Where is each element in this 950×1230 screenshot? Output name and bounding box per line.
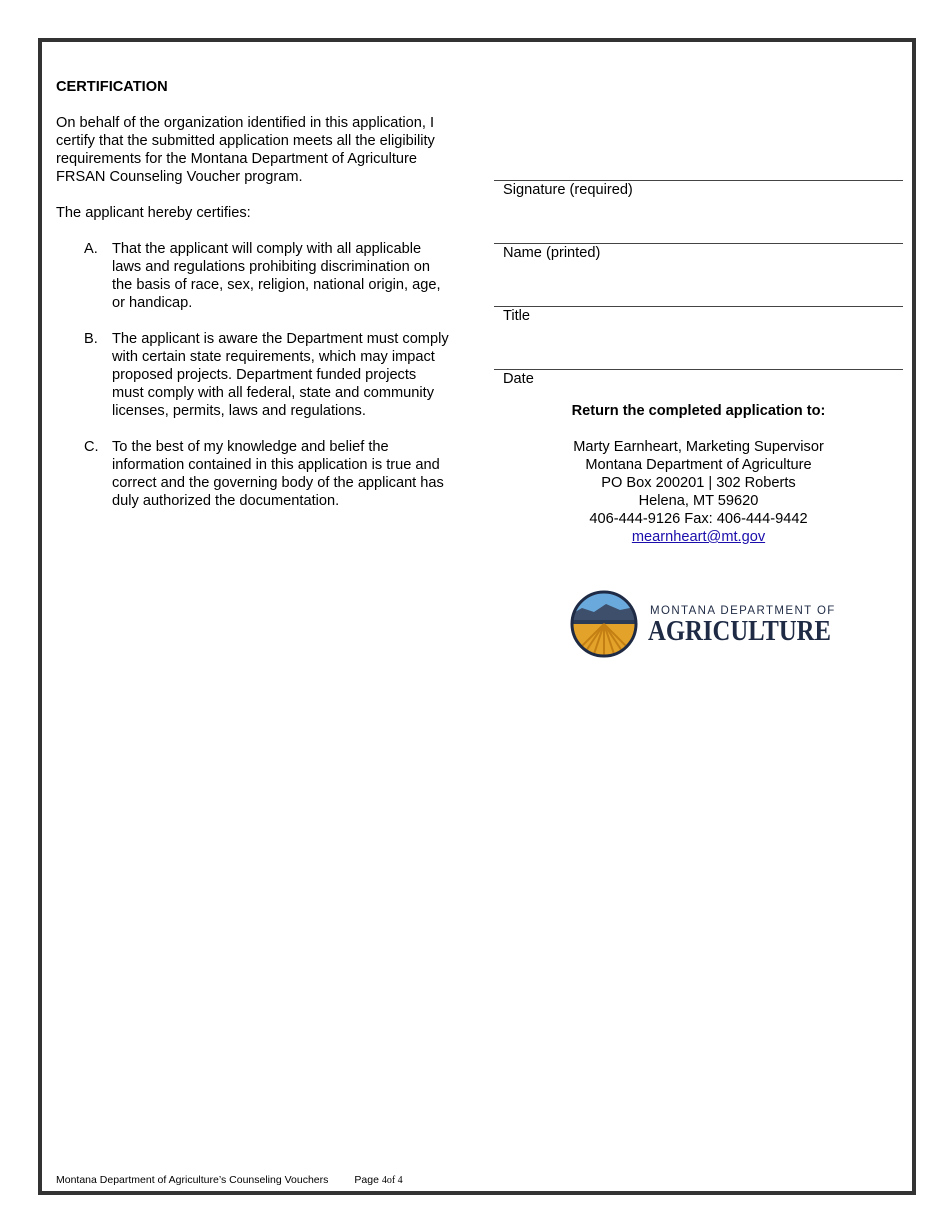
footer-page-label: Page: [354, 1174, 382, 1186]
certification-heading: CERTIFICATION: [56, 79, 168, 95]
list-item: [56, 330, 451, 420]
email-link[interactable]: mearnheart@mt.gov: [631, 529, 766, 545]
mailing-address: PO Box 200201 | 302 Roberts: [601, 475, 796, 491]
organization-name: Montana Department of Agriculture: [585, 457, 812, 473]
city-state-zip: Helena, MT 59620: [638, 493, 759, 509]
footer-page-of: of 4: [386, 1175, 403, 1186]
date-line[interactable]: [494, 369, 903, 370]
page-footer: [56, 1174, 403, 1186]
agriculture-logo-icon: [568, 588, 838, 660]
name-label: Name (printed): [503, 245, 601, 261]
return-title: Return the completed application to:: [571, 403, 826, 419]
title-line[interactable]: [494, 306, 903, 307]
list-item-letter: A.: [84, 241, 98, 257]
signature-label: Signature (required): [503, 182, 633, 198]
footer-page-number: 4: [381, 1175, 387, 1186]
return-address-block: [494, 402, 903, 546]
certification-list: [56, 240, 451, 510]
date-label: Date: [503, 371, 534, 387]
certifies-label: The applicant hereby certifies:: [56, 205, 251, 221]
list-item-text: To the best of my knowledge and belief the information contained in this application is true and correct and the governing body of the applicant has duly authorized the documentation.: [112, 439, 444, 509]
footer-doc-name: Montana Department of Agriculture’s Counseling Vouchers: [56, 1174, 329, 1186]
logo-line1: MONTANA DEPARTMENT OF: [650, 605, 836, 617]
list-item-text: That the applicant will comply with all applicable laws and regulations prohibiting discrimination on the basis of race, sex, religion, national origin, age, or handicap.: [112, 241, 441, 311]
list-item-letter: C.: [84, 439, 99, 455]
phone-fax: 406-444-9126 Fax: 406-444-9442: [589, 511, 808, 527]
logo-line2: AGRICULTURE: [648, 616, 831, 647]
certification-intro: On behalf of the organization identified in this application, I certify that the submitted application meets all the eligibility requirements for the Montana Department of Agriculture FRSAN Counseling Voucher program.: [56, 115, 435, 185]
list-item: [56, 240, 451, 312]
list-item: [56, 438, 451, 510]
list-item-text: The applicant is aware the Department must comply with certain state requirements, which may impact proposed projects. Department funded projects must comply with all federal, state and community licenses, permits, laws and regulations.: [112, 331, 449, 419]
department-logo: [568, 588, 838, 660]
signature-line[interactable]: [494, 180, 903, 181]
title-label: Title: [503, 308, 531, 324]
contact-name: Marty Earnheart, Marketing Supervisor: [573, 439, 824, 455]
list-item-letter: B.: [84, 331, 98, 347]
name-line[interactable]: [494, 243, 903, 244]
certification-section: [56, 78, 451, 528]
